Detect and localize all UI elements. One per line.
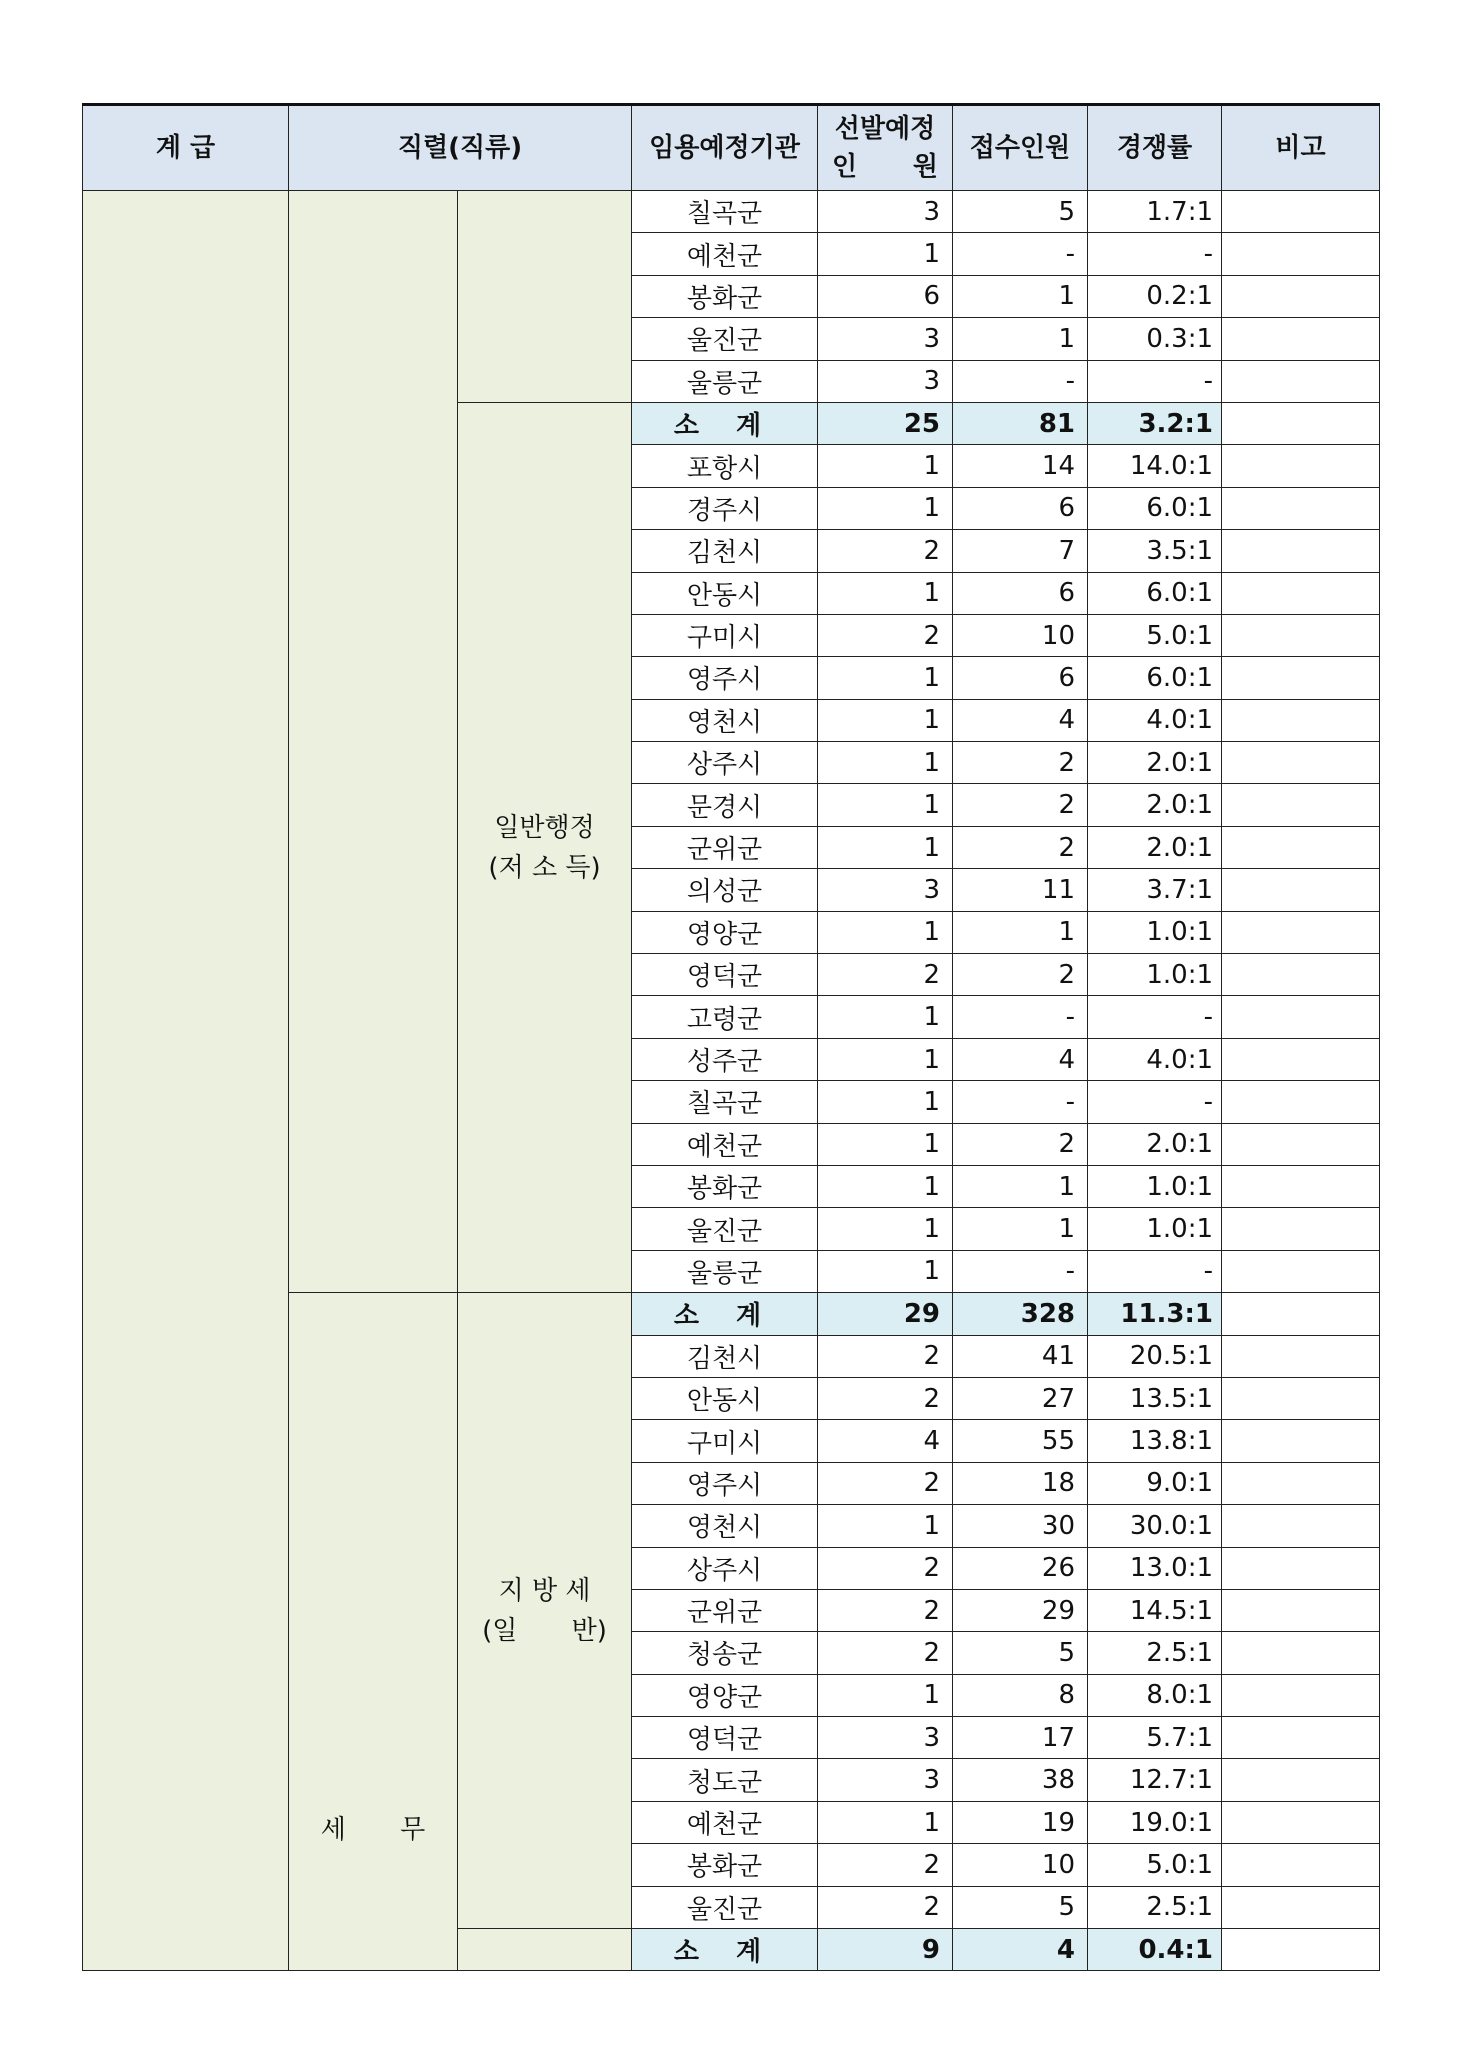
org-cell: 안동시 bbox=[632, 572, 818, 614]
applicants-cell: 10 bbox=[953, 614, 1088, 656]
org-cell: 예천군 bbox=[632, 233, 818, 275]
org-cell: 군위군 bbox=[632, 826, 818, 868]
org-cell: 봉화군 bbox=[632, 275, 818, 317]
applicants-cell: 5 bbox=[953, 191, 1088, 233]
subseries-local-tax-line2: (일 반) bbox=[482, 1615, 607, 1646]
quota-cell: 2 bbox=[818, 1632, 953, 1674]
header-grade: 계 급 bbox=[83, 105, 289, 191]
quota-cell: 1 bbox=[818, 826, 953, 868]
applicants-cell: 2 bbox=[953, 954, 1088, 996]
applicants-cell: 55 bbox=[953, 1420, 1088, 1462]
note-cell bbox=[1222, 1801, 1380, 1843]
note-cell bbox=[1222, 1462, 1380, 1504]
applicants-cell: 19 bbox=[953, 1801, 1088, 1843]
applicants-cell: - bbox=[953, 996, 1088, 1038]
ratio-cell: 4.0:1 bbox=[1088, 1038, 1222, 1080]
quota-cell: 1 bbox=[818, 1505, 953, 1547]
org-cell: 구미시 bbox=[632, 1420, 818, 1462]
quota-cell: 3 bbox=[818, 191, 953, 233]
ratio-cell: - bbox=[1088, 1081, 1222, 1123]
org-cell: 예천군 bbox=[632, 1801, 818, 1843]
quota-cell: 1 bbox=[818, 996, 953, 1038]
quota-cell: 1 bbox=[818, 784, 953, 826]
ratio-cell: 1.0:1 bbox=[1088, 911, 1222, 953]
org-cell: 영양군 bbox=[632, 1674, 818, 1716]
applicants-cell: 30 bbox=[953, 1505, 1088, 1547]
header-applicants: 접수인원 bbox=[953, 105, 1088, 191]
note-cell bbox=[1222, 572, 1380, 614]
quota-cell: 3 bbox=[818, 1717, 953, 1759]
note-cell bbox=[1222, 1632, 1380, 1674]
applicants-cell: 7 bbox=[953, 530, 1088, 572]
subseries-cell-prev bbox=[458, 191, 632, 403]
note-cell bbox=[1222, 1589, 1380, 1631]
ratio-cell: 2.0:1 bbox=[1088, 784, 1222, 826]
org-cell: 영덕군 bbox=[632, 954, 818, 996]
quota-cell: 6 bbox=[818, 275, 953, 317]
header-series: 직렬(직류) bbox=[289, 105, 632, 191]
recruitment-table bbox=[82, 103, 1380, 1971]
note-cell bbox=[1222, 318, 1380, 360]
org-cell: 소 계 bbox=[632, 1929, 818, 1971]
applicants-cell: 1 bbox=[953, 318, 1088, 360]
applicants-cell: 10 bbox=[953, 1844, 1088, 1886]
quota-cell: 1 bbox=[818, 742, 953, 784]
quota-cell: 3 bbox=[818, 1759, 953, 1801]
series-cell-tax bbox=[289, 1293, 458, 1971]
quota-cell: 1 bbox=[818, 1123, 953, 1165]
subseries-local-tax bbox=[458, 1293, 632, 1929]
quota-cell: 1 bbox=[818, 445, 953, 487]
ratio-cell: 9.0:1 bbox=[1088, 1462, 1222, 1504]
note-cell bbox=[1222, 657, 1380, 699]
org-cell: 예천군 bbox=[632, 1123, 818, 1165]
subseries-general-low-income-line1: 일반행정 bbox=[494, 812, 595, 843]
ratio-cell: 0.4:1 bbox=[1088, 1929, 1222, 1971]
ratio-cell: 3.5:1 bbox=[1088, 530, 1222, 572]
applicants-cell: 328 bbox=[953, 1293, 1088, 1335]
applicants-cell: 2 bbox=[953, 1123, 1088, 1165]
applicants-cell: 2 bbox=[953, 742, 1088, 784]
note-cell bbox=[1222, 742, 1380, 784]
applicants-cell: 1 bbox=[953, 275, 1088, 317]
note-cell bbox=[1222, 1759, 1380, 1801]
org-cell: 군위군 bbox=[632, 1589, 818, 1631]
note-cell bbox=[1222, 826, 1380, 868]
ratio-cell: 5.7:1 bbox=[1088, 1717, 1222, 1759]
org-cell: 영천시 bbox=[632, 699, 818, 741]
applicants-cell: 26 bbox=[953, 1547, 1088, 1589]
header-quota bbox=[818, 105, 953, 191]
applicants-cell: 5 bbox=[953, 1886, 1088, 1928]
ratio-cell: 1.0:1 bbox=[1088, 1165, 1222, 1207]
header-note: 비고 bbox=[1222, 105, 1380, 191]
note-cell bbox=[1222, 360, 1380, 402]
org-cell: 소 계 bbox=[632, 1293, 818, 1335]
note-cell bbox=[1222, 1717, 1380, 1759]
note-cell bbox=[1222, 487, 1380, 529]
org-cell: 성주군 bbox=[632, 1038, 818, 1080]
applicants-cell: 14 bbox=[953, 445, 1088, 487]
ratio-cell: - bbox=[1088, 360, 1222, 402]
org-cell: 영주시 bbox=[632, 1462, 818, 1504]
quota-cell: 2 bbox=[818, 1589, 953, 1631]
org-cell: 문경시 bbox=[632, 784, 818, 826]
note-cell bbox=[1222, 275, 1380, 317]
applicants-cell: 81 bbox=[953, 402, 1088, 444]
note-cell bbox=[1222, 1547, 1380, 1589]
note-cell bbox=[1222, 1293, 1380, 1335]
applicants-cell: 2 bbox=[953, 826, 1088, 868]
org-cell: 영천시 bbox=[632, 1505, 818, 1547]
quota-cell: 1 bbox=[818, 911, 953, 953]
org-cell: 상주시 bbox=[632, 1547, 818, 1589]
applicants-cell: 29 bbox=[953, 1589, 1088, 1631]
ratio-cell: 2.0:1 bbox=[1088, 742, 1222, 784]
quota-cell: 1 bbox=[818, 1081, 953, 1123]
quota-cell: 29 bbox=[818, 1293, 953, 1335]
applicants-cell: - bbox=[953, 360, 1088, 402]
ratio-cell: 6.0:1 bbox=[1088, 572, 1222, 614]
org-cell: 영덕군 bbox=[632, 1717, 818, 1759]
quota-cell: 4 bbox=[818, 1420, 953, 1462]
ratio-cell: 2.5:1 bbox=[1088, 1886, 1222, 1928]
org-cell: 청도군 bbox=[632, 1759, 818, 1801]
note-cell bbox=[1222, 530, 1380, 572]
org-cell: 경주시 bbox=[632, 487, 818, 529]
applicants-cell: 8 bbox=[953, 1674, 1088, 1716]
note-cell bbox=[1222, 1335, 1380, 1377]
quota-cell: 1 bbox=[818, 1208, 953, 1250]
quota-cell: 2 bbox=[818, 614, 953, 656]
applicants-cell: 18 bbox=[953, 1462, 1088, 1504]
applicants-cell: 6 bbox=[953, 572, 1088, 614]
quota-cell: 1 bbox=[818, 1801, 953, 1843]
note-cell bbox=[1222, 1250, 1380, 1292]
ratio-cell: 13.8:1 bbox=[1088, 1420, 1222, 1462]
quota-cell: 25 bbox=[818, 402, 953, 444]
note-cell bbox=[1222, 911, 1380, 953]
applicants-cell: 4 bbox=[953, 1929, 1088, 1971]
applicants-cell: 1 bbox=[953, 911, 1088, 953]
applicants-cell: 6 bbox=[953, 487, 1088, 529]
quota-cell: 1 bbox=[818, 1674, 953, 1716]
quota-cell: 2 bbox=[818, 1844, 953, 1886]
applicants-cell: 38 bbox=[953, 1759, 1088, 1801]
note-cell bbox=[1222, 996, 1380, 1038]
ratio-cell: - bbox=[1088, 1250, 1222, 1292]
quota-cell: 2 bbox=[818, 1547, 953, 1589]
quota-cell: 1 bbox=[818, 699, 953, 741]
org-cell: 포항시 bbox=[632, 445, 818, 487]
applicants-cell: 5 bbox=[953, 1632, 1088, 1674]
note-cell bbox=[1222, 1420, 1380, 1462]
note-cell bbox=[1222, 1844, 1380, 1886]
ratio-cell: - bbox=[1088, 233, 1222, 275]
org-cell: 김천시 bbox=[632, 1335, 818, 1377]
note-cell bbox=[1222, 1377, 1380, 1419]
ratio-cell: 3.2:1 bbox=[1088, 402, 1222, 444]
ratio-cell: 2.0:1 bbox=[1088, 1123, 1222, 1165]
ratio-cell: 2.5:1 bbox=[1088, 1632, 1222, 1674]
org-cell: 김천시 bbox=[632, 530, 818, 572]
applicants-cell: 4 bbox=[953, 1038, 1088, 1080]
subseries-general-low-income bbox=[458, 402, 632, 1292]
org-cell: 울진군 bbox=[632, 1886, 818, 1928]
ratio-cell: 20.5:1 bbox=[1088, 1335, 1222, 1377]
applicants-cell: 41 bbox=[953, 1335, 1088, 1377]
org-cell: 울릉군 bbox=[632, 360, 818, 402]
header-quota-line2a: 인 bbox=[832, 152, 858, 182]
note-cell bbox=[1222, 1123, 1380, 1165]
grade-cell bbox=[83, 191, 289, 1971]
applicants-cell: 2 bbox=[953, 784, 1088, 826]
ratio-cell: 13.0:1 bbox=[1088, 1547, 1222, 1589]
org-cell: 울진군 bbox=[632, 1208, 818, 1250]
ratio-cell: 30.0:1 bbox=[1088, 1505, 1222, 1547]
quota-cell: 1 bbox=[818, 487, 953, 529]
ratio-cell: 2.0:1 bbox=[1088, 826, 1222, 868]
applicants-cell: - bbox=[953, 233, 1088, 275]
header-quota-line2 bbox=[818, 148, 952, 186]
ratio-cell: 19.0:1 bbox=[1088, 1801, 1222, 1843]
org-cell: 영양군 bbox=[632, 911, 818, 953]
applicants-cell: 27 bbox=[953, 1377, 1088, 1419]
org-cell: 울릉군 bbox=[632, 1250, 818, 1292]
quota-cell: 2 bbox=[818, 1335, 953, 1377]
ratio-cell: 0.2:1 bbox=[1088, 275, 1222, 317]
quota-cell: 9 bbox=[818, 1929, 953, 1971]
ratio-cell: 6.0:1 bbox=[1088, 487, 1222, 529]
org-cell: 칠곡군 bbox=[632, 191, 818, 233]
ratio-cell: 14.5:1 bbox=[1088, 1589, 1222, 1631]
applicants-cell: 6 bbox=[953, 657, 1088, 699]
applicants-cell: 1 bbox=[953, 1208, 1088, 1250]
org-cell: 의성군 bbox=[632, 869, 818, 911]
applicants-cell: 11 bbox=[953, 869, 1088, 911]
quota-cell: 3 bbox=[818, 318, 953, 360]
subseries-cell-next bbox=[458, 1929, 632, 1971]
subseries-local-tax-line1: 지 방 세 bbox=[498, 1575, 591, 1606]
quota-cell: 1 bbox=[818, 1165, 953, 1207]
org-cell: 봉화군 bbox=[632, 1844, 818, 1886]
header-ratio: 경쟁률 bbox=[1088, 105, 1222, 191]
quota-cell: 3 bbox=[818, 869, 953, 911]
note-cell bbox=[1222, 1208, 1380, 1250]
quota-cell: 2 bbox=[818, 1462, 953, 1504]
note-cell bbox=[1222, 191, 1380, 233]
note-cell bbox=[1222, 1929, 1380, 1971]
note-cell bbox=[1222, 1081, 1380, 1123]
note-cell bbox=[1222, 869, 1380, 911]
applicants-cell: 17 bbox=[953, 1717, 1088, 1759]
quota-cell: 1 bbox=[818, 657, 953, 699]
table-row bbox=[83, 191, 1380, 233]
note-cell bbox=[1222, 233, 1380, 275]
ratio-cell: 12.7:1 bbox=[1088, 1759, 1222, 1801]
ratio-cell: 1.0:1 bbox=[1088, 954, 1222, 996]
note-cell bbox=[1222, 784, 1380, 826]
ratio-cell: 5.0:1 bbox=[1088, 614, 1222, 656]
note-cell bbox=[1222, 614, 1380, 656]
quota-cell: 2 bbox=[818, 1886, 953, 1928]
ratio-cell: - bbox=[1088, 996, 1222, 1038]
ratio-cell: 6.0:1 bbox=[1088, 657, 1222, 699]
note-cell bbox=[1222, 1038, 1380, 1080]
note-cell bbox=[1222, 1886, 1380, 1928]
header-quota-line2b: 원 bbox=[912, 152, 939, 182]
org-cell: 영주시 bbox=[632, 657, 818, 699]
header-org: 임용예정기관 bbox=[632, 105, 818, 191]
header-quota-line1: 선발예정 bbox=[834, 114, 936, 144]
note-cell bbox=[1222, 1505, 1380, 1547]
org-cell: 봉화군 bbox=[632, 1165, 818, 1207]
ratio-cell: 13.5:1 bbox=[1088, 1377, 1222, 1419]
org-cell: 상주시 bbox=[632, 742, 818, 784]
note-cell bbox=[1222, 1674, 1380, 1716]
org-cell: 안동시 bbox=[632, 1377, 818, 1419]
quota-cell: 2 bbox=[818, 954, 953, 996]
applicants-cell: 4 bbox=[953, 699, 1088, 741]
note-cell bbox=[1222, 445, 1380, 487]
applicants-cell: - bbox=[953, 1250, 1088, 1292]
ratio-cell: 14.0:1 bbox=[1088, 445, 1222, 487]
quota-cell: 2 bbox=[818, 1377, 953, 1419]
quota-cell: 3 bbox=[818, 360, 953, 402]
note-cell bbox=[1222, 954, 1380, 996]
quota-cell: 1 bbox=[818, 1250, 953, 1292]
ratio-cell: 4.0:1 bbox=[1088, 699, 1222, 741]
quota-cell: 1 bbox=[818, 572, 953, 614]
org-cell: 울진군 bbox=[632, 318, 818, 360]
ratio-cell: 1.7:1 bbox=[1088, 191, 1222, 233]
ratio-cell: 11.3:1 bbox=[1088, 1293, 1222, 1335]
applicants-cell: - bbox=[953, 1081, 1088, 1123]
org-cell: 칠곡군 bbox=[632, 1081, 818, 1123]
quota-cell: 1 bbox=[818, 1038, 953, 1080]
quota-cell: 2 bbox=[818, 530, 953, 572]
subseries-general-low-income-line2: (저 소 득) bbox=[488, 852, 601, 883]
table-body bbox=[83, 191, 1380, 1971]
series-tax-label: 세 무 bbox=[320, 1815, 426, 1846]
org-cell: 고령군 bbox=[632, 996, 818, 1038]
ratio-cell: 8.0:1 bbox=[1088, 1674, 1222, 1716]
org-cell: 청송군 bbox=[632, 1632, 818, 1674]
org-cell: 구미시 bbox=[632, 614, 818, 656]
note-cell bbox=[1222, 699, 1380, 741]
ratio-cell: 3.7:1 bbox=[1088, 869, 1222, 911]
ratio-cell: 5.0:1 bbox=[1088, 1844, 1222, 1886]
quota-cell: 1 bbox=[818, 233, 953, 275]
series-cell-general bbox=[289, 191, 458, 1293]
applicants-cell: 1 bbox=[953, 1165, 1088, 1207]
note-cell bbox=[1222, 402, 1380, 444]
note-cell bbox=[1222, 1165, 1380, 1207]
ratio-cell: 1.0:1 bbox=[1088, 1208, 1222, 1250]
ratio-cell: 0.3:1 bbox=[1088, 318, 1222, 360]
org-cell: 소 계 bbox=[632, 402, 818, 444]
